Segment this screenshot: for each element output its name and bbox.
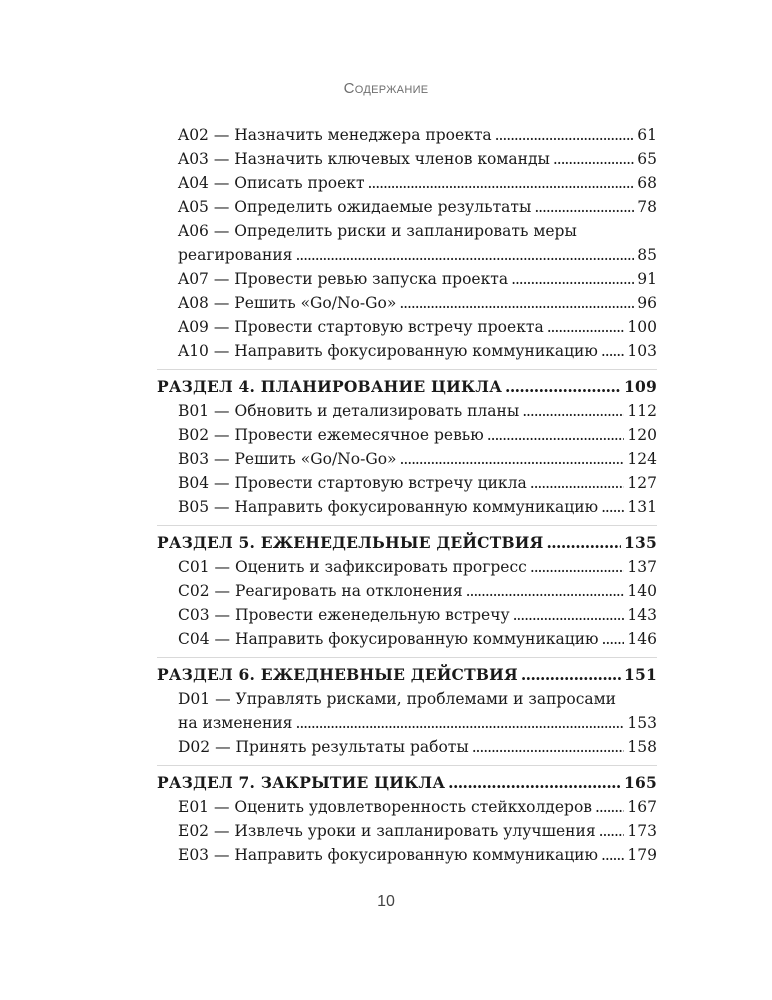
entry-line	[178, 171, 657, 195]
entry-label	[178, 147, 550, 171]
section-title: РАЗДЕЛ 5. ЕЖЕНЕДЕЛЬНЫЕ ДЕЙСТВИЯ	[157, 533, 544, 552]
entry-title: Решить «Go/No-Go»	[234, 294, 397, 312]
toc-entry	[157, 795, 657, 819]
entry-code: A05	[178, 198, 209, 216]
toc-entry	[157, 219, 657, 267]
entry-title: Назначить менеджера проекта	[234, 126, 492, 144]
entry-title: Провести еженедельную встречу	[234, 606, 510, 624]
entry-line	[178, 627, 657, 651]
entry-title: Решить «Go/No-Go»	[234, 450, 397, 468]
toc-section	[157, 123, 657, 363]
toc-entry	[157, 123, 657, 147]
dot-leader	[505, 375, 621, 399]
toc-section	[157, 657, 657, 759]
entry-page-number: 140	[627, 582, 657, 600]
toc-entry	[157, 315, 657, 339]
entry-dash: —	[209, 582, 235, 600]
entry-dash: —	[209, 426, 235, 444]
toc-entry	[157, 687, 657, 735]
entry-dash: —	[208, 294, 235, 312]
section-heading	[157, 375, 657, 399]
entry-page-number: 96	[637, 294, 657, 312]
entry-title: Провести ежемесячное ревью	[234, 426, 484, 444]
entry-title: Оценить и зафиксировать прогресс	[234, 558, 527, 576]
dot-leader	[534, 195, 634, 219]
dot-leader	[530, 555, 625, 579]
dot-leader	[487, 423, 625, 447]
toc-entry	[157, 339, 657, 363]
entry-dash: —	[210, 690, 236, 708]
section-page-number: 135	[624, 533, 657, 552]
section-page-number: 109	[624, 377, 657, 396]
dot-leader	[511, 267, 634, 291]
entry-page-number: 131	[627, 498, 657, 516]
entry-line	[178, 471, 657, 495]
entry-label	[178, 123, 492, 147]
dot-leader	[602, 627, 625, 651]
dot-leader	[495, 123, 635, 147]
section-heading	[157, 771, 657, 795]
table-of-contents	[157, 123, 657, 867]
entry-page-number: 61	[637, 126, 657, 144]
dot-leader	[553, 147, 634, 171]
toc-entry	[157, 171, 657, 195]
entry-label	[178, 339, 598, 363]
entry-line	[178, 195, 657, 219]
entry-dash: —	[208, 198, 235, 216]
toc-section	[157, 369, 657, 519]
section-page-number: 151	[624, 665, 657, 684]
entry-line	[178, 267, 657, 291]
toc-section	[157, 765, 657, 867]
entry-line	[178, 423, 657, 447]
entry-code: A03	[178, 150, 209, 168]
entry-label	[178, 291, 396, 315]
dot-leader	[448, 771, 621, 795]
entry-title: Управлять рисками, проблемами и запросами	[235, 690, 616, 708]
entry-dash: —	[208, 270, 235, 288]
entry-line	[178, 291, 657, 315]
entry-code: B04	[178, 474, 210, 492]
entry-code: A06	[178, 222, 209, 240]
entry-label	[178, 627, 599, 651]
entry-title-continued: на изменения	[178, 714, 293, 732]
entry-code: D02	[178, 738, 211, 756]
entry-page-number: 100	[627, 318, 657, 336]
entry-title: Направить фокусированную коммуникацию	[234, 342, 598, 360]
entry-page-number: 120	[627, 426, 657, 444]
entry-title: Определить риски и запланировать меры	[234, 222, 577, 240]
entry-code: B01	[178, 402, 210, 420]
toc-entry	[157, 735, 657, 759]
entry-code: B05	[178, 498, 210, 516]
entry-line	[178, 603, 657, 627]
entry-dash: —	[209, 558, 235, 576]
entry-dash: —	[209, 630, 235, 648]
entry-code: C01	[178, 558, 210, 576]
entry-title-continued: реагирования	[178, 246, 293, 264]
entry-label	[178, 795, 592, 819]
toc-entry	[157, 471, 657, 495]
entry-first-line	[178, 687, 657, 711]
entry-label	[178, 399, 519, 423]
entry-page-number: 124	[627, 450, 657, 468]
entry-code: C03	[178, 606, 210, 624]
entry-line	[178, 495, 657, 519]
entry-code: E02	[178, 822, 210, 840]
toc-entry	[157, 423, 657, 447]
entry-title: Провести ревью запуска проекта	[234, 270, 509, 288]
entry-label	[178, 315, 544, 339]
entry-title: Направить фокусированную коммуникацию	[234, 498, 599, 516]
entry-dash: —	[209, 822, 235, 840]
entry-label	[178, 603, 510, 627]
entry-title: Направить фокусированную коммуникацию	[234, 846, 598, 864]
toc-entry	[157, 447, 657, 471]
dot-leader	[368, 171, 635, 195]
entry-label	[178, 471, 527, 495]
entry-label	[178, 819, 596, 843]
toc-entry	[157, 555, 657, 579]
entry-dash: —	[209, 402, 235, 420]
page-number: 10	[377, 893, 395, 910]
entry-label	[178, 735, 469, 759]
toc-entry	[157, 843, 657, 867]
entry-code: B02	[178, 426, 210, 444]
dot-leader	[530, 471, 625, 495]
entry-line	[178, 843, 657, 867]
entry-dash: —	[208, 174, 235, 192]
entry-dash: —	[208, 126, 235, 144]
entry-page-number: 153	[627, 714, 657, 732]
entry-page-number: 143	[627, 606, 657, 624]
entry-title: Реагировать на отклонения	[234, 582, 463, 600]
entry-line	[178, 147, 657, 171]
entry-label	[178, 267, 508, 291]
entry-page-number: 112	[627, 402, 657, 420]
entry-line	[178, 399, 657, 423]
dot-leader	[601, 495, 624, 519]
entry-code: B03	[178, 450, 210, 468]
dot-leader	[400, 447, 625, 471]
running-header: Содержание	[343, 80, 429, 97]
entry-dash: —	[210, 738, 236, 756]
entry-page-number: 78	[637, 198, 657, 216]
entry-page-number: 158	[627, 738, 657, 756]
entry-dash: —	[208, 318, 235, 336]
entry-line	[178, 735, 657, 759]
entry-title: Принять результаты работы	[235, 738, 469, 756]
entry-title: Извлечь уроки и запланировать улучшения	[234, 822, 596, 840]
toc-section	[157, 525, 657, 651]
entry-code: A08	[178, 294, 209, 312]
toc-entry	[157, 195, 657, 219]
entry-label	[178, 579, 463, 603]
entry-dash: —	[208, 150, 235, 168]
entry-code: A09	[178, 318, 209, 336]
entry-line	[178, 819, 657, 843]
entry-title: Определить ожидаемые результаты	[234, 198, 532, 216]
toc-entry	[157, 627, 657, 651]
entry-title: Направить фокусированную коммуникацию	[234, 630, 599, 648]
entry-dash: —	[209, 474, 235, 492]
dot-leader	[546, 531, 621, 555]
entry-code: A04	[178, 174, 209, 192]
entry-page-number: 85	[637, 246, 657, 264]
entry-code: C04	[178, 630, 210, 648]
entry-page-number: 65	[637, 150, 657, 168]
section-title: РАЗДЕЛ 4. ПЛАНИРОВАНИЕ ЦИКЛА	[157, 377, 503, 396]
entry-line	[178, 447, 657, 471]
dot-leader	[399, 291, 634, 315]
entry-dash: —	[209, 846, 235, 864]
entry-code: C02	[178, 582, 210, 600]
section-page-number: 165	[624, 773, 657, 792]
entry-first-line	[178, 219, 657, 243]
entry-page-number: 127	[627, 474, 657, 492]
entry-dash: —	[209, 450, 235, 468]
entry-code: A10	[178, 342, 209, 360]
entry-line	[178, 555, 657, 579]
entry-label	[178, 195, 531, 219]
dot-leader	[472, 735, 625, 759]
toc-entry	[157, 291, 657, 315]
entry-label	[178, 555, 527, 579]
dot-leader	[601, 843, 624, 867]
toc-entry	[157, 603, 657, 627]
entry-title: Провести стартовую встречу цикла	[234, 474, 527, 492]
entry-line	[178, 795, 657, 819]
entry-title: Провести стартовую встречу проекта	[234, 318, 544, 336]
dot-leader	[295, 711, 624, 735]
dot-leader	[601, 339, 625, 363]
entry-title: Обновить и детализировать планы	[234, 402, 520, 420]
entry-page-number: 173	[627, 822, 657, 840]
toc-entry	[157, 147, 657, 171]
section-title: РАЗДЕЛ 6. ЕЖЕДНЕВНЫЕ ДЕЙСТВИЯ	[157, 665, 518, 684]
entry-page-number: 179	[627, 846, 657, 864]
entry-title: Описать проект	[234, 174, 365, 192]
entry-page-number: 146	[627, 630, 657, 648]
entry-label	[178, 423, 484, 447]
entry-continuation-line	[178, 711, 657, 735]
dot-leader	[521, 663, 621, 687]
dot-leader	[547, 315, 625, 339]
entry-continuation-line	[178, 243, 657, 267]
dot-leader	[599, 819, 625, 843]
entry-label	[178, 171, 365, 195]
toc-entry	[157, 495, 657, 519]
entry-line	[178, 315, 657, 339]
section-heading	[157, 663, 657, 687]
entry-code: E01	[178, 798, 210, 816]
entry-line	[178, 579, 657, 603]
toc-entry	[157, 819, 657, 843]
dot-leader	[595, 795, 624, 819]
entry-page-number: 68	[637, 174, 657, 192]
entry-code: A07	[178, 270, 209, 288]
entry-title: Назначить ключевых членов команды	[234, 150, 550, 168]
entry-page-number: 167	[627, 798, 657, 816]
entry-dash: —	[209, 498, 235, 516]
entry-line	[178, 123, 657, 147]
entry-page-number: 91	[637, 270, 657, 288]
entry-dash: —	[208, 342, 235, 360]
dot-leader	[522, 399, 624, 423]
entry-title: Оценить удовлетворенность стейкхолдеров	[234, 798, 593, 816]
toc-entry	[157, 399, 657, 423]
entry-page-number: 103	[627, 342, 657, 360]
entry-line	[178, 339, 657, 363]
entry-dash: —	[208, 222, 235, 240]
section-heading	[157, 531, 657, 555]
dot-leader	[513, 603, 625, 627]
entry-label	[178, 495, 598, 519]
dot-leader	[466, 579, 625, 603]
entry-code: D01	[178, 690, 211, 708]
entry-code: E03	[178, 846, 210, 864]
entry-code: A02	[178, 126, 209, 144]
entry-label	[178, 843, 598, 867]
toc-entry	[157, 579, 657, 603]
entry-label	[178, 447, 397, 471]
section-title: РАЗДЕЛ 7. ЗАКРЫТИЕ ЦИКЛА	[157, 773, 446, 792]
entry-page-number: 137	[627, 558, 657, 576]
toc-entry	[157, 267, 657, 291]
entry-dash: —	[209, 798, 235, 816]
entry-dash: —	[209, 606, 235, 624]
dot-leader	[295, 243, 634, 267]
